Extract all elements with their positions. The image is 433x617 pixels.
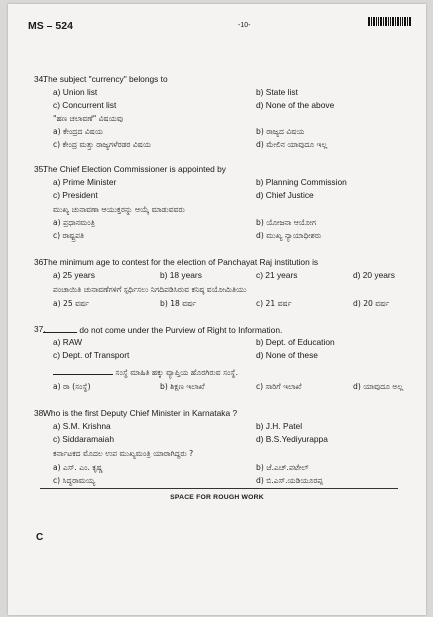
option-c: c) Dept. of Transport: [53, 350, 130, 360]
option-d: d) 20 years: [353, 270, 395, 280]
option-d: d) None of these: [256, 350, 318, 360]
kannada-question: ಕರ್ನಾಟಕದ ಮೊದಲ ಉಪ ಮುಖ್ಯಮಂತ್ರಿ ಯಾರಾಗಿದ್ದರು ?: [53, 449, 194, 458]
kannada-question: ಮುಖ್ಯ ಚುನಾವಣಾ ಆಯುಕ್ತರನ್ನು ಆಯ್ಕೆ ಮಾಡುವವರು: [53, 205, 185, 214]
option-a: a) Union list: [53, 87, 98, 97]
option-a: a) S.M. Krishna: [53, 421, 111, 431]
option-a: a) Prime Minister: [53, 177, 117, 187]
question-text: do not come under the Purview of Right to Information.: [79, 325, 283, 335]
kannada-option-c: c) ಸಿದ್ಧರಾಮಯ್ಯ: [53, 476, 96, 485]
question-text: The Chief Election Commissioner is appointed by: [43, 164, 226, 174]
option-c: c) 21 years: [256, 270, 298, 280]
option-a: a) 25 years: [53, 270, 95, 280]
option-b: b) J.H. Patel: [256, 421, 303, 431]
kannada-option-c: c) ಸಾರಿಗೆ ಇಲಾಖೆ: [256, 382, 302, 391]
kannada-question-line: [53, 366, 238, 378]
option-b: b) 18 years: [160, 270, 202, 280]
option-d: d) Chief Justice: [256, 190, 314, 200]
kannada-option-a: a) ಎಸ್. ಎಂ. ಕೃಷ್ಣ: [53, 463, 103, 472]
series-letter: C: [36, 532, 44, 543]
kannada-option-c: c) ರಾಷ್ಟ್ರಪತಿ: [53, 231, 85, 240]
option-c: c) Concurrent list: [53, 100, 117, 110]
kannada-option-b: b) ಯೋಜನಾ ಆಯೋಗ: [256, 218, 316, 227]
question-line: [43, 324, 413, 336]
option-d: d) B.S.Yediyurappa: [256, 434, 328, 444]
option-c: c) President: [53, 190, 98, 200]
kannada-option-d: d) ಯಾವುದೂ ಅಲ್ಲ: [353, 382, 404, 391]
kannada-option-c: c) ಕೇಂದ್ರ ಮತ್ತು ರಾಜ್ಯಗಳೆರಡರ ವಿಷಯ: [53, 140, 152, 149]
option-c: c) Siddaramaiah: [53, 434, 114, 444]
question-number: 34.: [34, 74, 46, 84]
blank-line: [43, 324, 77, 333]
question-number: 38.: [34, 408, 46, 418]
question-number: 37.: [34, 324, 46, 334]
kannada-option-b: b) 18 ವರ್ಷ: [160, 299, 197, 308]
kannada-option-d: d) 20 ವರ್ಷ: [353, 299, 390, 308]
option-b: b) Dept. of Education: [256, 337, 335, 347]
option-a: a) RAW: [53, 337, 83, 347]
kannada-option-c: c) 21 ವರ್ಷ: [256, 299, 292, 308]
kannada-option-a: a) 25 ವರ್ಷ: [53, 299, 90, 308]
kannada-option-a: a) ರಾ (ಸಂಸ್ಥೆ): [53, 382, 91, 391]
question-text: The subject "currency" belongs to: [43, 74, 168, 84]
kannada-option-b: b) ಶಿಕ್ಷಣ ಇಲಾಖೆ: [160, 382, 205, 391]
option-b: b) State list: [256, 87, 298, 97]
paper-code: MS – 524: [28, 20, 73, 32]
kannada-question: "ಹಣ ಚಲಾವಣೆ" ವಿಷಯವು: [53, 114, 124, 123]
kannada-option-d: d) ಮುಖ್ಯ ನ್ಯಾಯಾಧೀಶರು: [256, 231, 322, 240]
question-text: Who is the first Deputy Chief Minister in Karnataka ?: [43, 408, 238, 418]
divider: [40, 488, 398, 489]
blank-line: [53, 366, 113, 375]
kannada-option-b: b) ರಾಜ್ಯದ ವಿಷಯ: [256, 127, 305, 136]
kannada-option-a: a) ಕೇಂದ್ರದ ವಿಷಯ: [53, 127, 104, 136]
kannada-option-a: a) ಪ್ರಧಾನಮಂತ್ರಿ: [53, 218, 95, 227]
kannada-option-d: d) ಬಿ.ಎಸ್.ಯಡಿಯೂರಪ್ಪ: [256, 476, 323, 485]
barcode-icon: [368, 17, 414, 26]
kannada-question: ಪಂಚಾಯಿತಿ ಚುನಾವಣೆಗಳಿಗೆ ಸ್ಪರ್ಧಿಸಲು ನಿಗದಿಪಡಿಸಿರುವ ಕನಿಷ್ಠ ವಯೋಮಿತಿಯು: [53, 285, 247, 294]
option-d: d) None of the above: [256, 100, 335, 110]
kannada-option-b: b) ಜೆ.ಎಚ್.ಪಟೇಲ್: [256, 463, 309, 472]
option-b: b) Planning Commission: [256, 177, 347, 187]
question-paper-page: [8, 4, 426, 615]
kannada-question: ಸಂಸ್ಥೆ ಮಾಹಿತಿ ಹಕ್ಕು ವ್ಯಾಪ್ತಿಯ ಹೊರಗಿರುವ ಸಂಸ್ಥೆ.: [115, 368, 239, 377]
question-number: 35.: [34, 164, 46, 174]
kannada-option-d: d) ಮೇಲಿನ ಯಾವುದೂ ಇಲ್ಲ: [256, 140, 328, 149]
question-number: 36.: [34, 257, 46, 267]
question-text: The minimum age to contest for the election of Panchayat Raj institution is: [43, 257, 319, 267]
page-number: -10-: [238, 22, 251, 29]
rough-work-label: SPACE FOR ROUGH WORK: [170, 494, 264, 501]
